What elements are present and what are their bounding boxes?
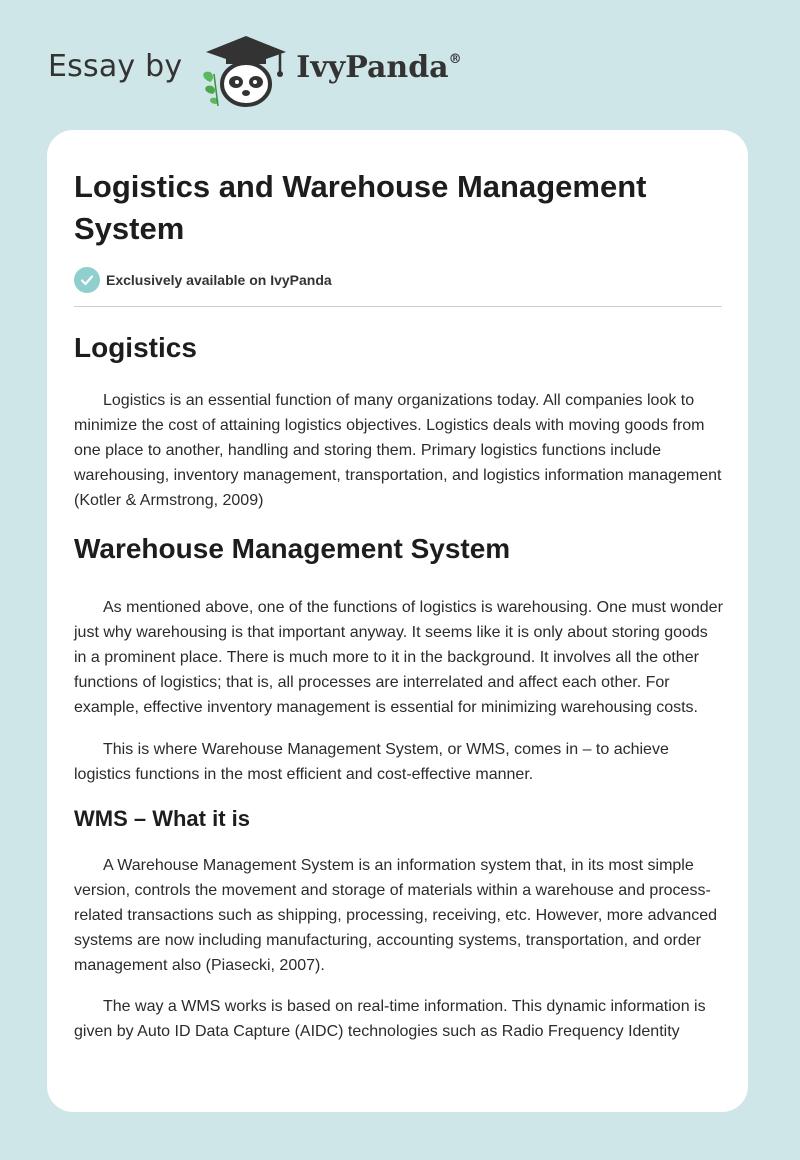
- subsection-heading-wms-what-it-is: WMS – What it is: [74, 806, 250, 831]
- paragraph: A Warehouse Management System is an information system that, in its most simple version, controls the movement and storage of materials within a warehouse and process-related transactions such as shipping, processing, receiving, etc. However, more advanced systems are now including manufacturing, accounting systems, transportation, and order management also (Piasecki, 2007).: [74, 857, 718, 974]
- paragraph: This is where Warehouse Management System, or WMS, comes in – to achieve logistics functions in the most efficient and cost-effective manner.: [74, 741, 669, 783]
- brand-prefix: Essay by: [48, 48, 183, 84]
- divider: [74, 306, 722, 307]
- section-heading-logistics: Logistics: [74, 332, 197, 363]
- exclusive-badge: [74, 266, 721, 294]
- section-heading-warehouse-management-system: Warehouse Management System: [74, 533, 511, 564]
- brand-header[interactable]: [48, 30, 528, 110]
- paragraph: The way a WMS works is based on real-time information. This dynamic information is given by Auto ID Data Capture (AIDC) technologies such as Radio Frequency Identity: [74, 998, 706, 1040]
- article-card: [47, 130, 748, 1112]
- exclusive-label: Exclusively available on IvyPanda: [106, 272, 332, 288]
- brand-name: IvyPanda®: [296, 49, 462, 85]
- article-title: Logistics and Warehouse Management System: [74, 169, 647, 246]
- check-icon: [74, 267, 100, 293]
- paragraph: As mentioned above, one of the functions of logistics is warehousing. One must wonder just why warehousing is that important anyway. It seems like it is only about storing goods in a prominent place. There is much more to it in the background. It involves all the other functions of logistics; that is, all processes are interrelated and affect each other. For example, effective inventory management is essential for minimizing warehousing costs.: [74, 599, 723, 716]
- panda-graduate-icon: [196, 30, 292, 110]
- paragraph: Logistics is an essential function of many organizations today. All companies look to minimize the cost of attaining logistics objectives. Logistics deals with moving goods from one place to another, handling and storing them. Primary logistics functions include warehousing, inventory management, transportation, and logistics information management (Kotler & Armstrong, 2009): [74, 392, 722, 509]
